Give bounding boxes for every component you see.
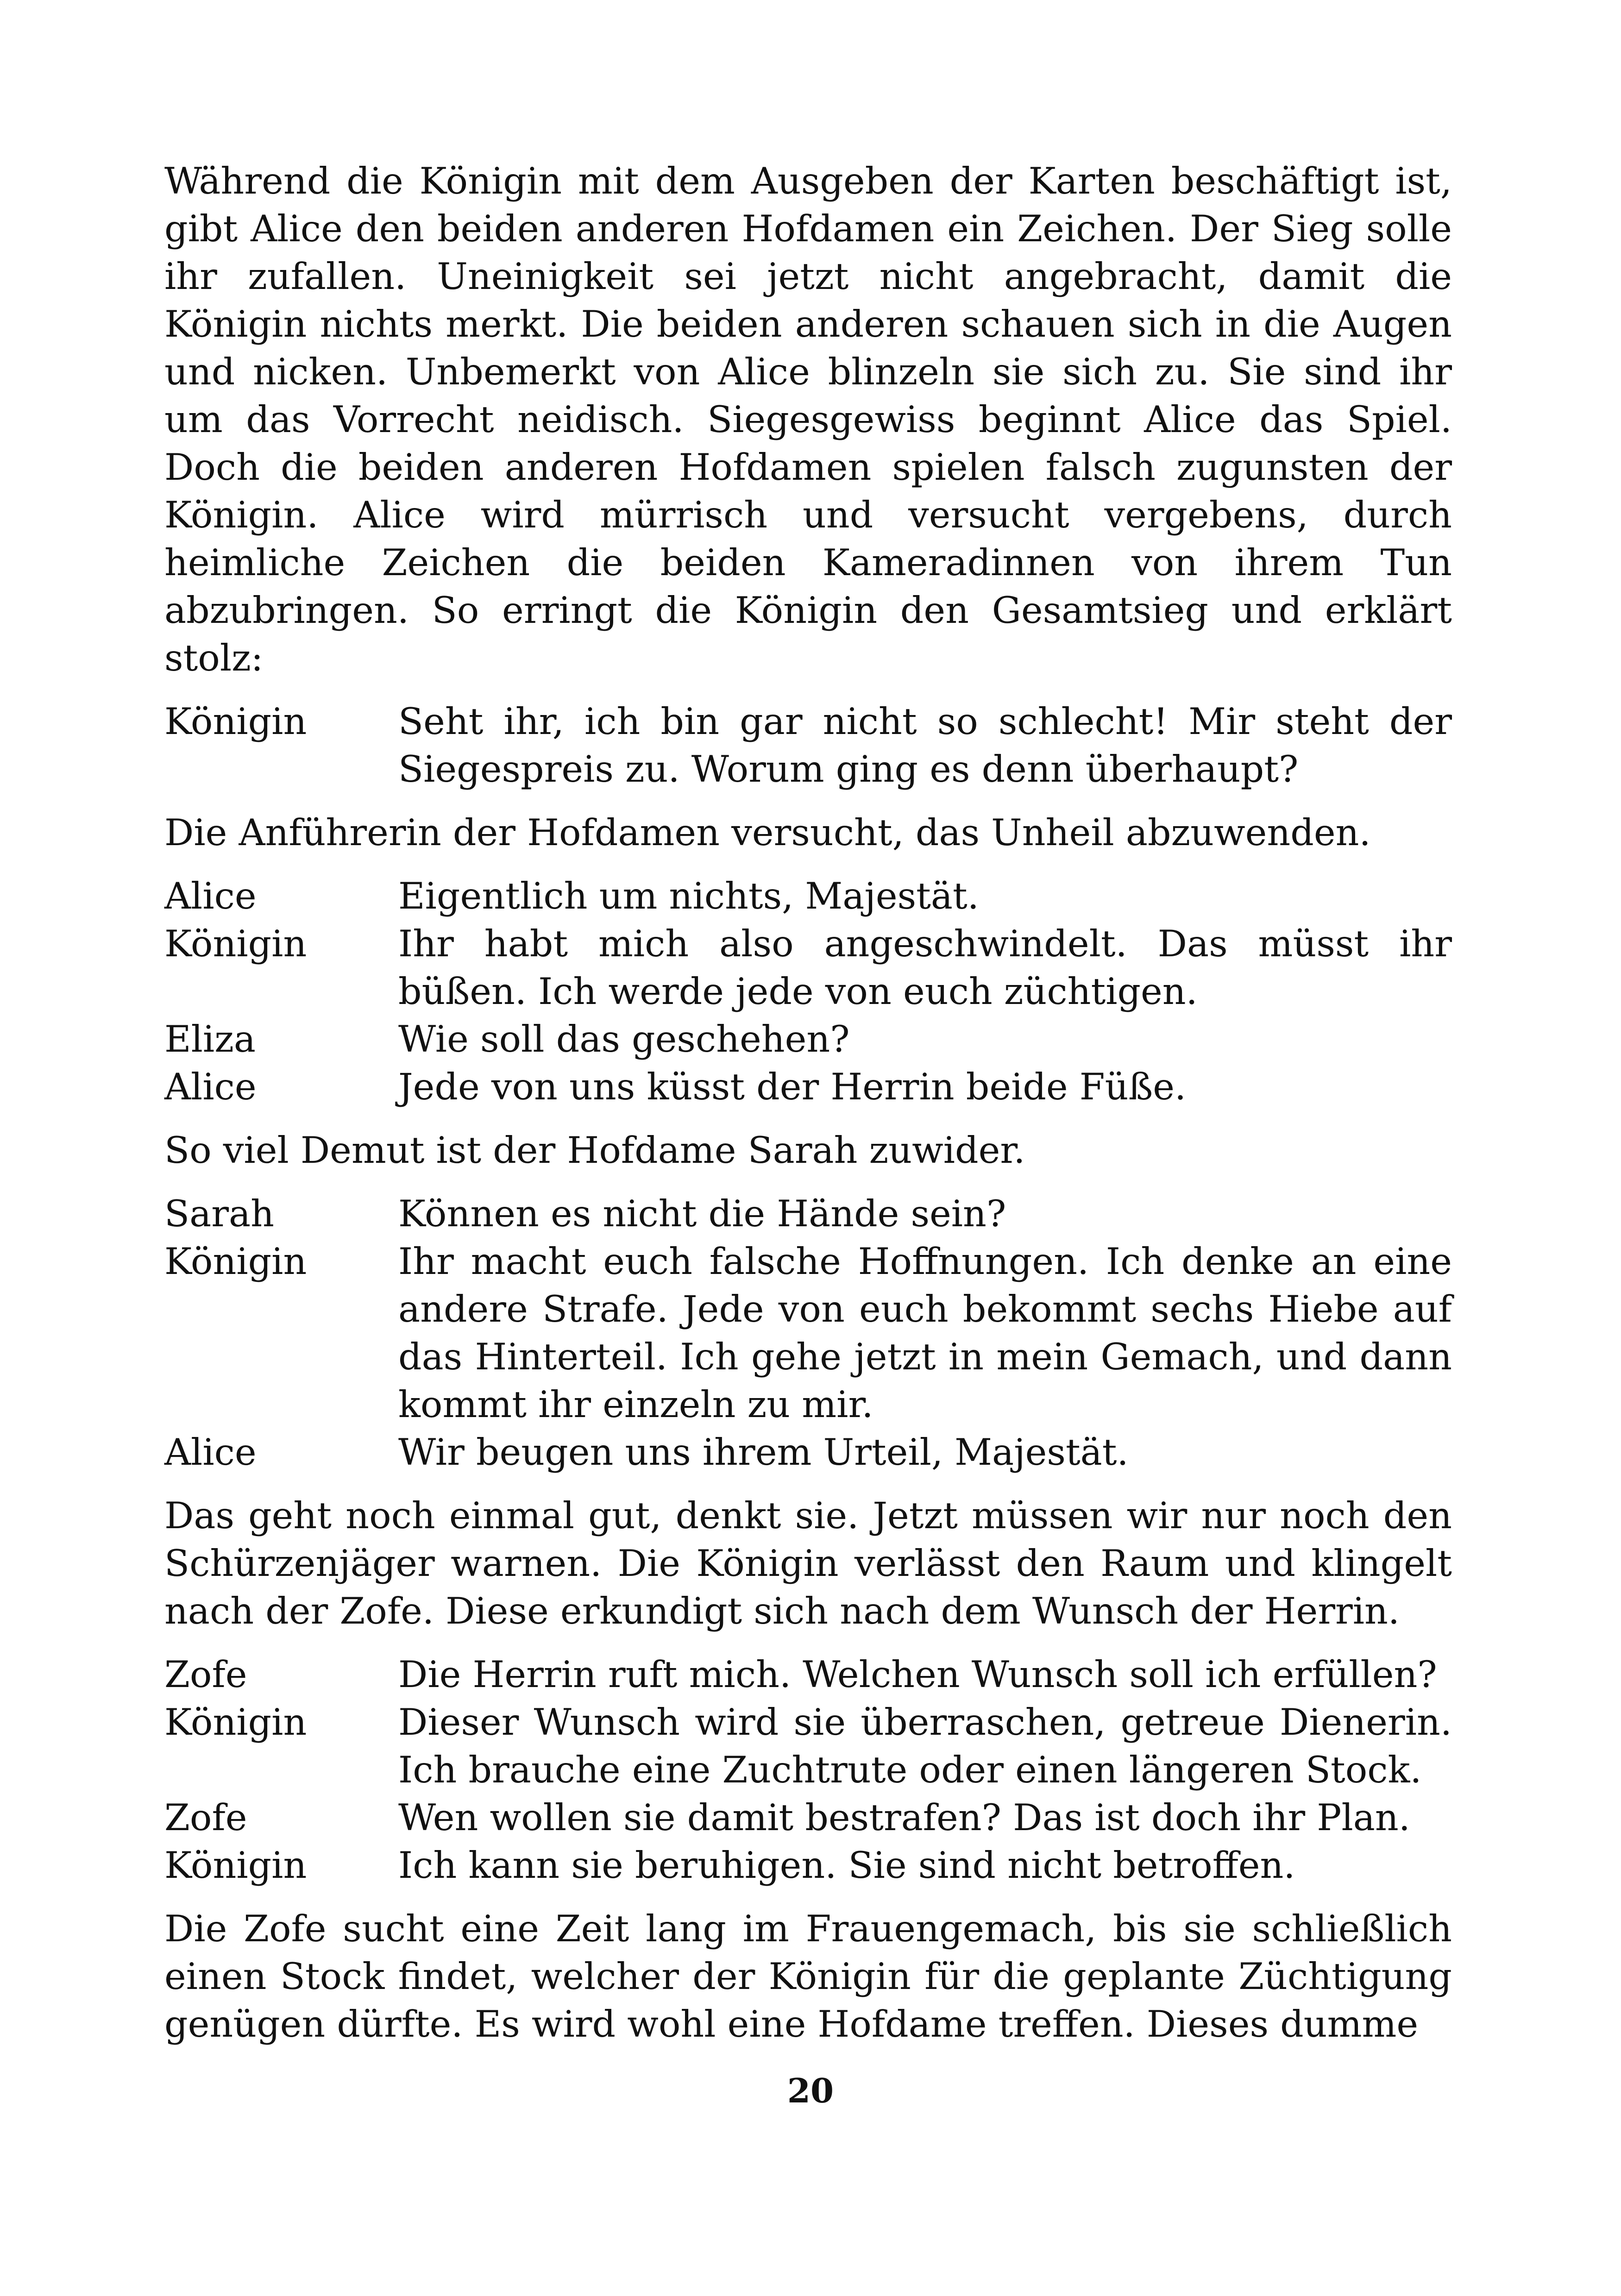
speaker-name: Eliza	[164, 1018, 256, 1060]
speech-text: Ich kann sie beruhigen. Sie sind nicht betroffen.	[398, 1844, 1295, 1887]
dialogue-line	[164, 1016, 1452, 1063]
paragraph: Die Anführerin der Hofdamen versucht, das Unheil abzuwenden.	[164, 811, 1371, 854]
speech-text: Wen wollen sie damit bestrafen? Das ist doch ihr Plan.	[398, 1796, 1410, 1839]
dialogue-line	[164, 1190, 1452, 1238]
speaker-name: Königin	[164, 1240, 307, 1283]
dialogue-line	[164, 1429, 1452, 1476]
speech-text: Können es nicht die Hände sein?	[398, 1192, 1006, 1235]
speaker-name: Königin	[164, 700, 307, 743]
dialogue-block	[164, 698, 1452, 793]
paragraph: Während die Königin mit dem Ausgeben der Karten beschäftigt ist, gibt Alice den beiden anderen Hofdamen ein Zeichen. Der Sieg solle ihr zufallen. Uneinigkeit sei jetzt nicht angebracht, damit die Königin nichts merkt. Die beiden anderen schauen sich in die Augen und nicken. Unbemerkt von Alice blinzeln sie sich zu. Sie sind ihr um das Vorrecht neidisch. Siegesgewiss beginnt Alice das Spiel. Doch die beiden anderen Hofdamen spielen falsch zugunsten der Königin. Alice wird mürrisch und versucht vergebens, durch heimliche Zeichen die beiden Kameradinnen von ihrem Tun abzubringen. So erringt die Königin den Gesamtsieg und erklärt stolz:	[164, 160, 1452, 679]
dialogue-line	[164, 1842, 1452, 1889]
dialogue-line	[164, 1794, 1452, 1842]
dialogue-line	[164, 920, 1452, 1016]
speaker-name: Königin	[164, 1844, 307, 1887]
speech-text: Wir beugen uns ihrem Urteil, Majestät.	[398, 1431, 1129, 1474]
speech-text: Die Herrin ruft mich. Welchen Wunsch soll ich erfüllen?	[398, 1653, 1437, 1696]
speaker-name: Königin	[164, 1701, 307, 1744]
speech-text: Dieser Wunsch wird sie überraschen, getreue Dienerin. Ich brauche eine Zuchtrute oder einen längeren Stock.	[398, 1701, 1452, 1791]
dialogue-line	[164, 698, 1452, 793]
speaker-name: Sarah	[164, 1192, 274, 1235]
dialogue-block	[164, 872, 1452, 1111]
speech-text: Seht ihr, ich bin gar nicht so schlecht! Mir steht der Siegespreis zu. Worum ging es denn überhaupt?	[398, 700, 1452, 790]
speech-text: Jede von uns küsst der Herrin beide Füße.	[398, 1066, 1187, 1108]
speaker-name: Zofe	[164, 1796, 247, 1839]
speaker-name: Zofe	[164, 1653, 247, 1696]
dialogue-block	[164, 1651, 1452, 1889]
speech-text: Eigentlich um nichts, Majestät.	[398, 875, 979, 917]
paragraph: So viel Demut ist der Hofdame Sarah zuwider.	[164, 1129, 1025, 1172]
dialogue-line	[164, 1651, 1452, 1699]
dialogue-line	[164, 1699, 1452, 1794]
page-body	[164, 157, 1452, 2048]
speaker-name: Alice	[164, 875, 257, 917]
speech-text: Wie soll das geschehen?	[398, 1018, 850, 1060]
paragraph: Das geht noch einmal gut, denkt sie. Jetzt müssen wir nur noch den Schürzenjäger warnen. Die Königin verlässt den Raum und klingelt nach der Zofe. Diese erkundigt sich nach dem Wunsch der Herrin.	[164, 1494, 1452, 1632]
speaker-name: Königin	[164, 922, 307, 965]
dialogue-block	[164, 1190, 1452, 1476]
dialogue-line	[164, 872, 1452, 920]
speech-text: Ihr habt mich also angeschwindelt. Das müsst ihr büßen. Ich werde jede von euch züchtigen.	[398, 922, 1452, 1013]
dialogue-line	[164, 1063, 1452, 1111]
dialogue-line	[164, 1238, 1452, 1429]
paragraph: Die Zofe sucht eine Zeit lang im Frauengemach, bis sie schließlich einen Stock findet, welcher der Königin für die geplante Züchtigung genügen dürfte. Es wird wohl eine Hofdame treffen. Dieses dumme	[164, 1907, 1452, 2045]
speaker-name: Alice	[164, 1066, 257, 1108]
speaker-name: Alice	[164, 1431, 257, 1474]
page-number: 20	[787, 2071, 834, 2110]
speech-text: Ihr macht euch falsche Hoffnungen. Ich denke an eine andere Strafe. Jede von euch bekommt sechs Hiebe auf das Hinterteil. Ich gehe jetzt in mein Gemach, und dann kommt ihr einzeln zu mir.	[398, 1240, 1452, 1426]
